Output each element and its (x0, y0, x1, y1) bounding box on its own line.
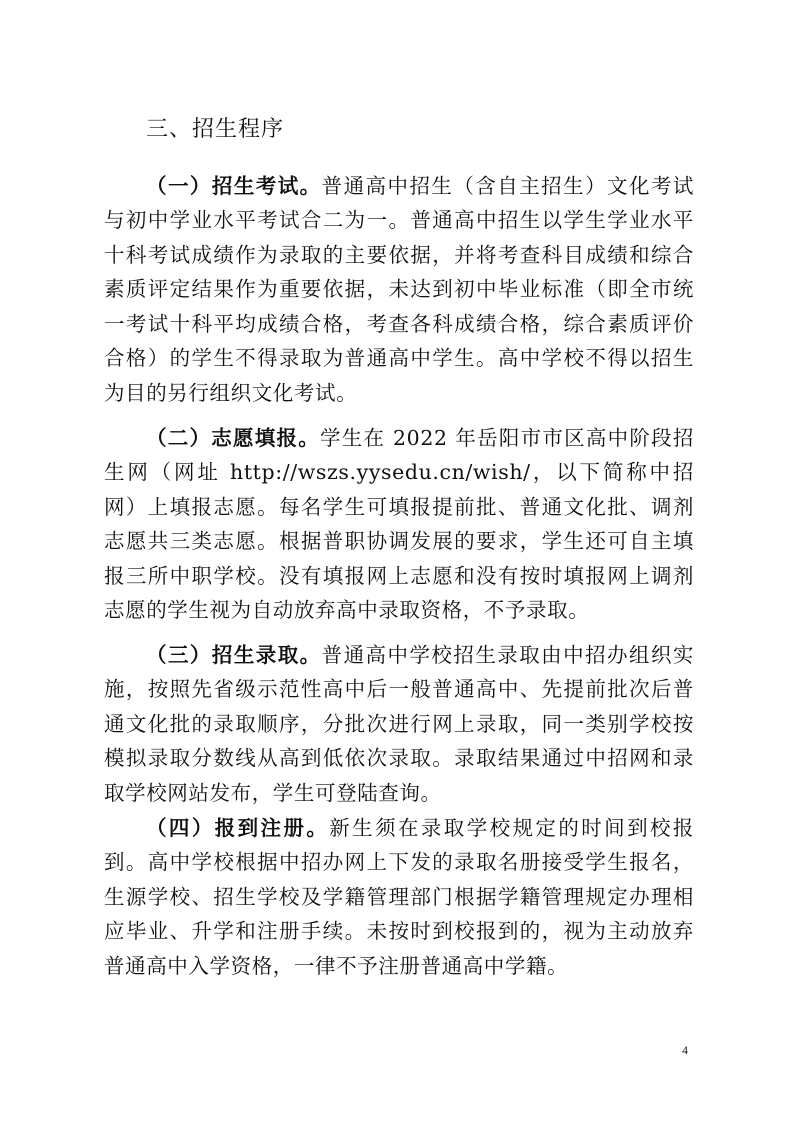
paragraph-enrollment-exam (104, 169, 694, 411)
paragraph-body: 学生在 2022 年岳阳市市区高中阶段招生网（网址 http://wszs.yysedu.cn/wish/，以下简称中招网）上填报志愿。每名学生可填报提前批、普通文化批、调剂志愿共三类志愿。根据普职协调发展的要求，学生还可自主填报三所中职学校。没有填报网上志愿和没有按时填报网上调剂志愿的学生视为自动放弃高中录取资格，不予录取。 (104, 425, 694, 623)
paragraph-registration (104, 811, 694, 984)
paragraph-lead: （三）招生录取。 (146, 642, 322, 667)
paragraph-lead: （一）招生考试。 (146, 173, 322, 198)
paragraph-body: 普通高中学校招生录取由中招办组织实施，按照先省级示范性高中后一般普通高中、先提前批次后普通文化批的录取顺序，分批次进行网上录取，同一类别学校按模拟录取分数线从高到低依次录取。录取结果通过中招网和录取学校网站发布，学生可登陆查询。 (104, 642, 694, 805)
paragraph-body: 普通高中招生（含自主招生）文化考试与初中学业水平考试合二为一。普通高中招生以学生学业水平十科考试成绩作为录取的主要依据，并将考查科目成绩和综合素质评定结果作为重要依据，未达到初中毕业标准（即全市统一考试十科平均成绩合格，考查各科成绩合格，综合素质评价合格）的学生不得录取为普通高中学生。高中学校不得以招生为目的另行组织文化考试。 (104, 173, 694, 406)
section-heading: 三、招生程序 (146, 117, 285, 142)
paragraph-lead: （二）志愿填报。 (146, 425, 321, 450)
paragraph-body: 新生须在录取学校规定的时间到校报到。高中学校根据中招办网上下发的录取名册接受学生报名，生源学校、招生学校及学籍管理部门根据学籍管理规定办理相应毕业、升学和注册手续。未按时到校报到的，视为主动放弃普通高中入学资格，一律不予注册普通高中学籍。 (104, 815, 694, 978)
page-number: 4 (682, 1043, 688, 1057)
paragraph-application-filling (104, 421, 694, 629)
paragraph-lead: （四）报到注册。 (146, 815, 330, 840)
paragraph-admission (104, 638, 694, 811)
